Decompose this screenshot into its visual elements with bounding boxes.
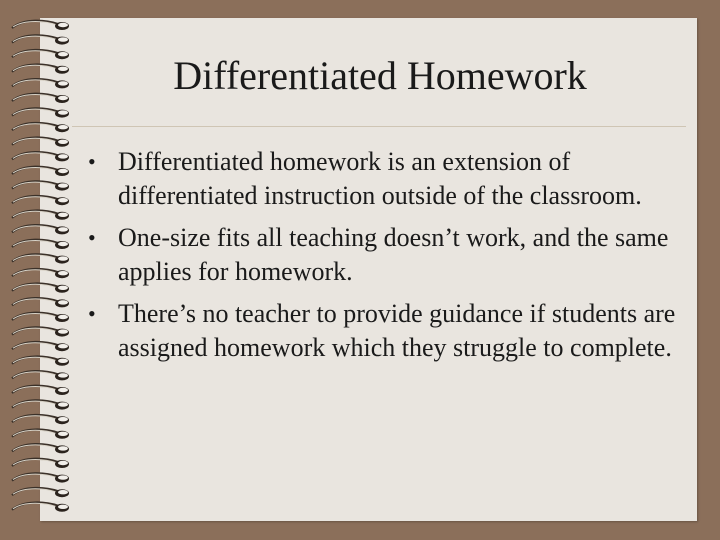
binding-ring: [12, 240, 69, 249]
binding-ring: [12, 254, 69, 263]
binding-ring: [12, 284, 69, 293]
bullet-item: [86, 297, 686, 365]
binding-ring: [12, 313, 69, 322]
title-divider: [72, 126, 686, 127]
binding-ring: [12, 152, 69, 161]
bullet-text: There’s no teacher to provide guidance if students are assigned homework which they struggle to complete.: [118, 299, 676, 362]
binding-ring: [12, 65, 69, 74]
bullet-dot-icon: •: [88, 149, 96, 174]
binding-ring: [12, 211, 69, 220]
bullet-text: One-size fits all teaching doesn’t work, and the same applies for homework.: [118, 223, 669, 286]
binding-ring: [12, 459, 69, 468]
binding-ring: [12, 167, 69, 176]
binding-ring: [12, 342, 69, 351]
bullet-text: Differentiated homework is an extension of differentiated instruction outside of the classroom.: [118, 147, 642, 210]
spiral-binding-icon: [6, 14, 76, 524]
binding-ring: [12, 35, 69, 44]
binding-ring: [12, 50, 69, 59]
binding-ring: [12, 21, 69, 30]
slide-title: Differentiated Homework: [173, 53, 587, 98]
binding-ring: [12, 196, 69, 205]
binding-ring: [12, 430, 69, 439]
bullet-item: [86, 221, 686, 289]
bullet-dot-icon: •: [88, 225, 96, 250]
binding-ring: [12, 298, 69, 307]
bullet-item: [86, 145, 686, 213]
binding-ring: [12, 123, 69, 132]
binding-ring: [12, 94, 69, 103]
binding-ring: [12, 415, 69, 424]
bullet-list: [86, 145, 686, 373]
binding-ring: [12, 444, 69, 453]
binding-ring: [12, 400, 69, 409]
binding-ring: [12, 181, 69, 190]
binding-ring: [12, 138, 69, 147]
binding-ring: [12, 371, 69, 380]
binding-ring: [12, 488, 69, 497]
binding-ring: [12, 473, 69, 482]
binding-ring: [12, 503, 69, 512]
bullet-dot-icon: •: [88, 301, 96, 326]
binding-ring: [12, 327, 69, 336]
binding-ring: [12, 386, 69, 395]
binding-ring: [12, 108, 69, 117]
binding-ring: [12, 225, 69, 234]
binding-ring: [12, 357, 69, 366]
binding-ring: [12, 79, 69, 88]
binding-ring: [12, 269, 69, 278]
